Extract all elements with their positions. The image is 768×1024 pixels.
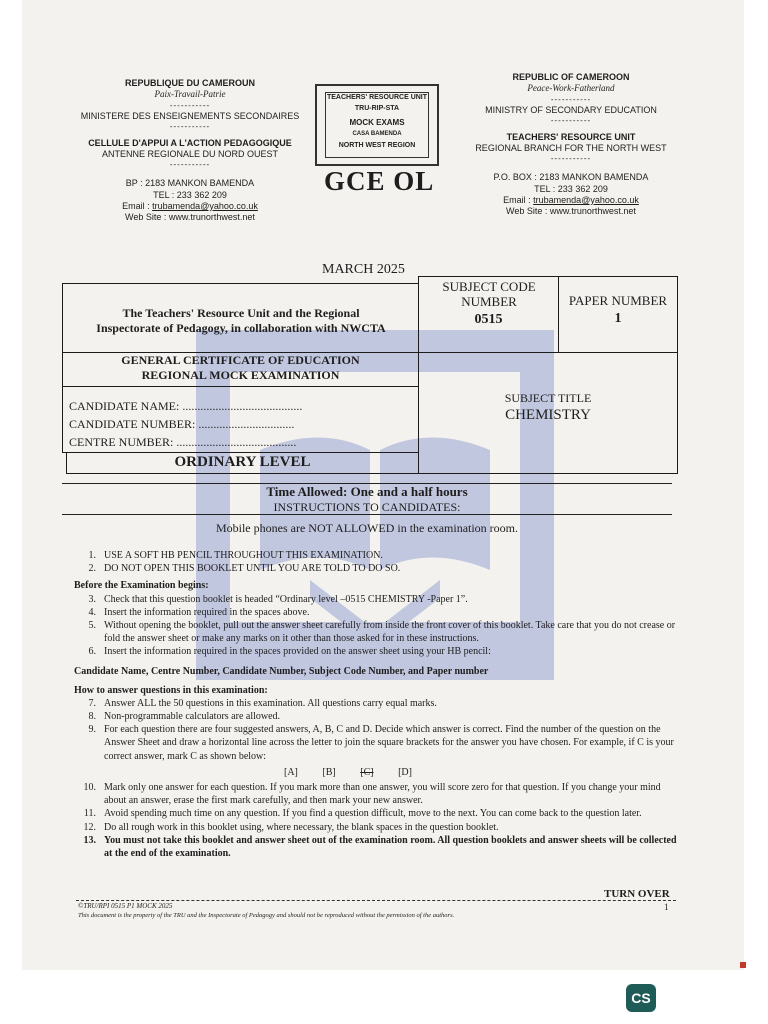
item-text: Mark only one answer for each question. If you mark more than one answer, you will score zero for that question. If you change your mind about an answer, erase the first mark carefully, and then mark your new answer. bbox=[104, 782, 661, 807]
stamp-top-text: TEACHERS' RESOURCE UNIT bbox=[326, 94, 428, 101]
general-item bbox=[74, 562, 684, 575]
before-heading: Before the Examination begins: bbox=[74, 580, 209, 592]
turn-over: TURN OVER bbox=[604, 888, 670, 900]
exam-title: GCE OL bbox=[324, 166, 435, 196]
item-text: Do all rough work in this booklet using, where necessary, the blank spaces in the question booklet. bbox=[104, 821, 499, 833]
email-link[interactable]: trubamenda@yahoo.co.uk bbox=[533, 194, 639, 205]
instructions-body bbox=[74, 549, 684, 860]
right-header-ministry: MINISTRY OF SECONDARY EDUCATION bbox=[485, 104, 657, 115]
tru-stamp bbox=[315, 84, 439, 166]
final-item bbox=[74, 834, 684, 860]
item-number: 7. bbox=[88, 697, 96, 709]
candidate-info-line: Candidate Name, Centre Number, Candidate Number, Subject Code Number, and Paper number bbox=[74, 665, 489, 677]
item-number: 12. bbox=[83, 821, 96, 833]
candidate-name-field[interactable]: CANDIDATE NAME: ........................................ bbox=[69, 399, 303, 413]
item-number: 9. bbox=[88, 724, 96, 736]
example-option-a: [A] bbox=[284, 766, 298, 778]
candidate-number-field[interactable]: CANDIDATE NUMBER: ................................ bbox=[69, 417, 295, 431]
before-item bbox=[74, 645, 684, 658]
item-text: Insert the information required in the spaces provided on the answer sheet using your HB pencil: bbox=[104, 646, 491, 658]
paper-number-label: PAPER NUMBER bbox=[568, 293, 668, 308]
subject-code-value: 0515 bbox=[474, 312, 503, 327]
item-number: 10. bbox=[83, 782, 96, 793]
divider: ----------- bbox=[550, 115, 592, 125]
left-header-unit: CELLULE D'APPUI A L'ACTION PEDAGOGIQUE bbox=[88, 137, 292, 148]
how-item bbox=[74, 781, 684, 807]
paper-number-cell bbox=[558, 276, 678, 353]
left-header-country: REPUBLIQUE DU CAMEROUN bbox=[124, 78, 255, 88]
item-number: 11. bbox=[83, 808, 96, 820]
example-option-c: [C] bbox=[360, 766, 374, 778]
stamp-city-text: CASA BAMENDA bbox=[352, 131, 402, 137]
how-item bbox=[74, 807, 684, 820]
left-header-ministry: MINISTERE DES ENSEIGNEMENTS SECONDAIRES bbox=[80, 110, 300, 121]
how-item bbox=[74, 723, 684, 763]
right-header-unit: TEACHERS' RESOURCE UNIT bbox=[506, 131, 636, 142]
subject-title-label: SUBJECT TITLE bbox=[504, 391, 592, 405]
item-number: 5. bbox=[88, 619, 96, 631]
item-number: 1. bbox=[88, 550, 96, 561]
paper-number-value: 1 bbox=[614, 311, 622, 326]
time-allowed: Time Allowed: One and a half hours bbox=[266, 484, 468, 499]
item-text: You must not take this booklet and answer sheet out of the examination room. All question booklets and answer sheets will be collected at the end of the examination. bbox=[104, 834, 677, 859]
stamp-middle-text: MOCK EXAMS bbox=[349, 118, 405, 127]
exam-date: MARCH 2025 bbox=[322, 262, 405, 277]
item-number: 13. bbox=[83, 834, 96, 846]
subject-code-label: SUBJECT CODE NUMBER bbox=[442, 279, 536, 309]
instructions-heading: INSTRUCTIONS TO CANDIDATES: bbox=[273, 500, 461, 514]
item-text: Insert the information required in the spaces above. bbox=[104, 606, 310, 618]
right-header-motto: Peace-Work-Fatherland bbox=[527, 83, 615, 94]
item-text: For each question there are four suggested answers, A, B, C and D. Decide which answer is correct. Find the number of the question on the Answer Sheet and draw a horizontal line across the letter to join the square brackets for the answer you have chosen. For example, if C is your correct answer, mark C as shown below: bbox=[104, 724, 674, 762]
footer-divider bbox=[76, 900, 676, 901]
page-edge-mark bbox=[740, 962, 746, 968]
example-option-b: [B] bbox=[322, 766, 336, 778]
left-header-web: Web Site : www.trunorthwest.net bbox=[125, 212, 255, 222]
stamp-sub-text: TRU-RIP-STA bbox=[354, 105, 400, 112]
how-item bbox=[74, 821, 684, 834]
left-header-branch: ANTENNE REGIONALE DU NORD OUEST bbox=[101, 149, 279, 159]
left-header bbox=[70, 78, 310, 223]
before-item bbox=[74, 619, 684, 645]
right-header-web: Web Site : www.trunorthwest.net bbox=[506, 206, 636, 216]
right-header-tel: TEL : 233 362 209 bbox=[534, 183, 608, 194]
footer-note: This document is the property of the TRU and the Inspectorate of Pedagogy and should not be reproduced without the permission of the authors. bbox=[78, 912, 455, 919]
subject-title-value: CHEMISTRY bbox=[505, 407, 591, 423]
left-header-bp: BP : 2183 MANKON BAMENDA bbox=[125, 178, 255, 189]
footer-copyright: ©TRU/RPI 0515 P1 MOCK 2025 bbox=[78, 902, 173, 910]
right-header-branch: REGIONAL BRANCH FOR THE NORTH WEST bbox=[475, 143, 667, 153]
item-text: Non-programmable calculators are allowed. bbox=[104, 711, 281, 723]
gce-cell bbox=[62, 352, 419, 387]
page-number: 1 bbox=[664, 902, 669, 912]
item-number: 6. bbox=[88, 646, 96, 658]
ordinary-level: ORDINARY LEVEL bbox=[174, 454, 311, 470]
divider: ----------- bbox=[169, 160, 211, 170]
left-header-motto: Paix-Travail-Patrie bbox=[154, 89, 226, 100]
how-item bbox=[74, 697, 684, 710]
candidate-fields-cell bbox=[62, 386, 419, 453]
divider-line bbox=[62, 514, 672, 515]
org-cell bbox=[62, 283, 419, 353]
stamp-bottom-text: NORTH WEST REGION bbox=[338, 142, 416, 149]
item-text: Check that this question booklet is headed “Ordinary level –0515 CHEMISTRY -Paper 1”. bbox=[104, 593, 468, 605]
item-text: Answer ALL the 50 questions in this examination. All questions carry equal marks. bbox=[104, 697, 437, 709]
general-item bbox=[74, 549, 684, 562]
email-label: Email : bbox=[503, 194, 534, 205]
item-text: Without opening the booklet, pull out the answer sheet carefully from inside the front cover of this booklet. Take care that you do not crease or fold the answer sheet or make any marks on it other than those asked for in these instructions. bbox=[104, 619, 676, 645]
divider: ----------- bbox=[169, 100, 211, 110]
left-header-tel: TEL : 233 362 209 bbox=[153, 189, 227, 200]
gce-line1: GENERAL CERTIFICATE OF EDUCATION bbox=[121, 353, 360, 367]
cs-scanner-badge-icon[interactable]: CS bbox=[626, 984, 656, 1012]
mobile-notice: Mobile phones are NOT ALLOWED in the examination room. bbox=[215, 521, 519, 535]
how-heading: How to answer questions in this examination: bbox=[74, 684, 268, 696]
email-link[interactable]: trubamenda@yahoo.co.uk bbox=[152, 200, 258, 211]
right-header bbox=[460, 72, 682, 217]
divider: ----------- bbox=[550, 154, 592, 164]
left-header-email bbox=[70, 201, 310, 212]
before-item bbox=[74, 593, 684, 606]
divider: ----------- bbox=[550, 94, 592, 104]
item-number: 8. bbox=[88, 711, 96, 723]
item-number: 2. bbox=[88, 563, 96, 575]
answer-example bbox=[284, 766, 684, 779]
example-option-d: [D] bbox=[398, 766, 412, 778]
exam-paper bbox=[22, 0, 744, 970]
subject-title-cell bbox=[418, 352, 678, 474]
subject-code-cell bbox=[418, 276, 559, 353]
item-number: 4. bbox=[88, 606, 96, 618]
email-label: Email : bbox=[122, 200, 153, 211]
right-header-box: P.O. BOX : 2183 MANKON BAMENDA bbox=[493, 172, 649, 183]
right-header-country: REPUBLIC OF CAMEROON bbox=[512, 72, 630, 82]
level-cell bbox=[66, 452, 419, 474]
right-header-email bbox=[460, 195, 682, 206]
before-item bbox=[74, 606, 684, 619]
org-text: The Teachers' Resource Unit and the Regional Inspectorate of Pedagogy, in collaboration with NWCTA bbox=[96, 306, 386, 335]
candidate-info-table bbox=[62, 276, 678, 474]
item-text: USE A SOFT HB PENCIL THROUGHOUT THIS EXAMINATION. bbox=[104, 550, 383, 561]
centre-number-field[interactable]: CENTRE NUMBER: ........................................ bbox=[69, 435, 297, 449]
gce-line2: REGIONAL MOCK EXAMINATION bbox=[141, 368, 340, 382]
how-item bbox=[74, 710, 684, 723]
divider: ----------- bbox=[169, 121, 211, 131]
item-text: Avoid spending much time on any question. If you find a question difficult, move to the next. You can come back to the question later. bbox=[104, 808, 642, 820]
item-number: 3. bbox=[88, 593, 96, 605]
item-text: DO NOT OPEN THIS BOOKLET UNTIL YOU ARE TOLD TO DO SO. bbox=[104, 563, 401, 575]
